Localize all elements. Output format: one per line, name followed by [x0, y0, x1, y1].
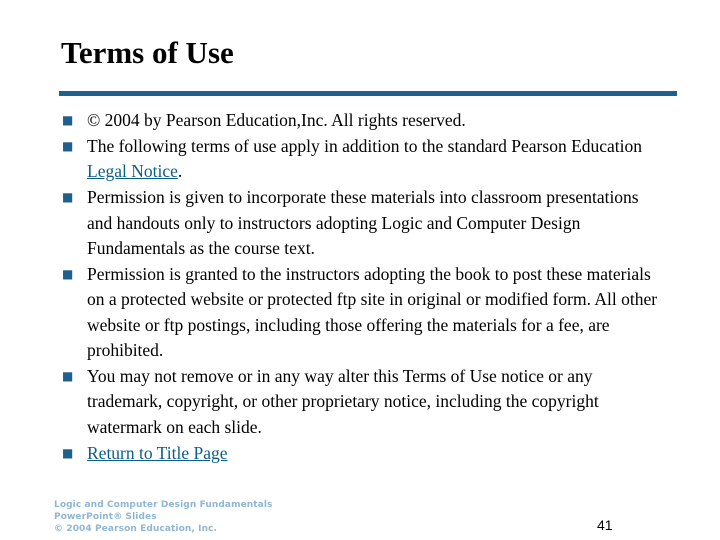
title-divider: [59, 91, 677, 96]
publisher-logo: [54, 499, 273, 535]
bullet-text: [87, 134, 662, 185]
square-bullet-icon: ■: [62, 369, 74, 384]
bullet-return: [62, 441, 662, 466]
square-bullet-icon: ■: [62, 266, 74, 281]
square-bullet-icon: ■: [62, 138, 74, 153]
slide-title: Terms of Use: [61, 35, 234, 70]
logo-line-copyright: © 2004 Pearson Education, Inc.: [54, 524, 218, 534]
bullet-text-before: The following terms of use apply in addition to the standard Pearson Education: [87, 135, 643, 156]
bullet-text: [87, 441, 662, 466]
logo-line-title: Logic and Computer Design Fundamentals: [54, 500, 273, 510]
bullet-permission-classroom: [62, 185, 662, 261]
bullet-terms-apply: [62, 134, 662, 185]
bullet-no-removal: [62, 364, 662, 440]
square-bullet-icon: ■: [62, 113, 74, 127]
bullet-text: © 2004 by Pearson Education,Inc. All rights reserved.: [87, 110, 466, 130]
page-number: 41: [597, 517, 613, 533]
bullet-text: Permission is granted to the instructors adopting the book to post these materials on a protected website or protected ftp site in original or modified form. All other website or ftp postings, including those offering the materials for a fee, are prohibited.: [87, 263, 658, 361]
return-to-title-link[interactable]: Return to Title Page: [87, 442, 228, 463]
bullet-list: [62, 108, 662, 466]
bullet-text: You may not remove or in any way alter this Terms of Use notice or any trademark, copyright, or other proprietary notice, including the copyright watermark on each slide.: [87, 366, 599, 437]
bullet-permission-website: [62, 262, 662, 364]
square-bullet-icon: ■: [62, 190, 74, 205]
bullet-copyright: [62, 108, 662, 133]
bullet-text: Permission is given to incorporate these materials into classroom presentations and handouts only to instructors adopting Logic and Computer Design Fundamentals as the course text.: [87, 187, 639, 259]
legal-notice-link[interactable]: Legal Notice: [87, 161, 178, 182]
square-bullet-icon: ■: [62, 445, 74, 460]
bullet-text-after: .: [177, 161, 183, 182]
logo-line-slides: PowerPoint® Slides: [54, 512, 157, 522]
